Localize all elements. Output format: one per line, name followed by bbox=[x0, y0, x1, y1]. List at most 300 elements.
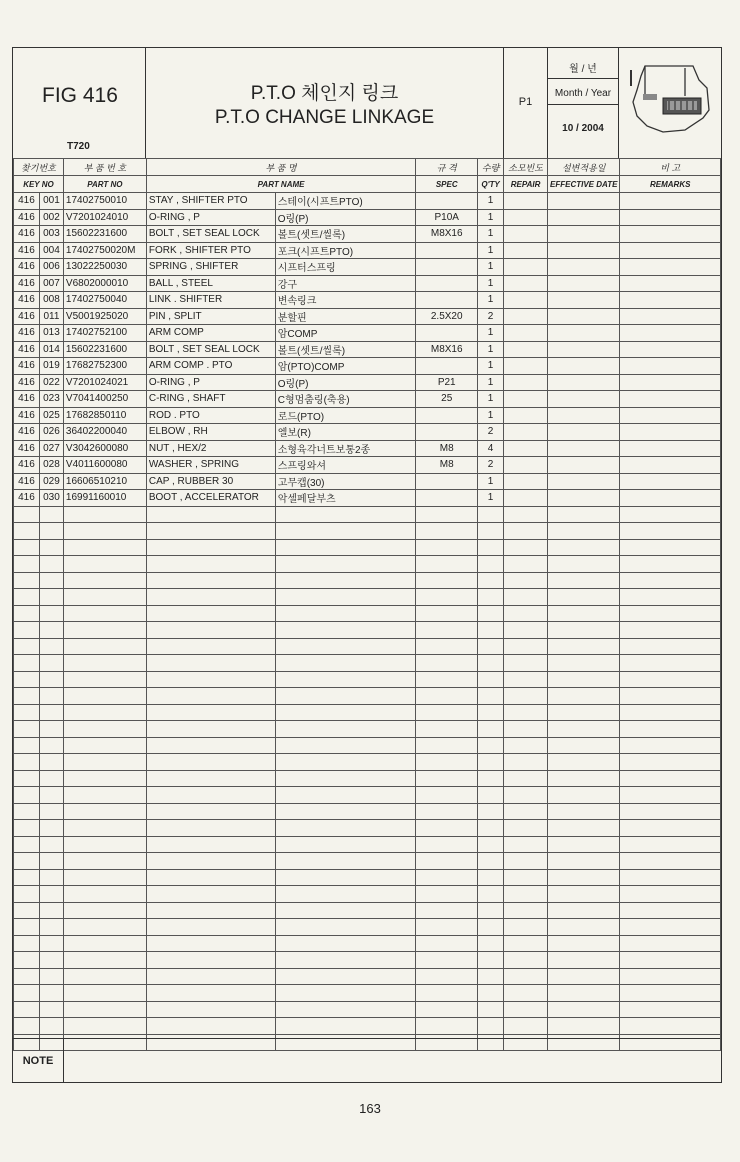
cell-spec bbox=[416, 325, 478, 342]
empty-cell bbox=[478, 1001, 504, 1018]
cell-part-no: 15602231600 bbox=[63, 341, 146, 358]
empty-cell bbox=[39, 506, 63, 523]
empty-cell bbox=[146, 556, 275, 573]
empty-cell bbox=[620, 622, 721, 639]
cell-name-ko: 로드(PTO) bbox=[275, 407, 416, 424]
cell-part-no: 17682752300 bbox=[63, 358, 146, 375]
empty-cell bbox=[14, 886, 40, 903]
cell-spec bbox=[416, 407, 478, 424]
empty-cell bbox=[504, 671, 548, 688]
empty-row bbox=[14, 737, 721, 754]
cell-fig: 416 bbox=[14, 259, 40, 276]
empty-cell bbox=[478, 787, 504, 804]
title-cell bbox=[146, 48, 504, 158]
empty-cell bbox=[275, 754, 416, 771]
empty-cell bbox=[416, 952, 478, 969]
empty-cell bbox=[416, 688, 478, 705]
empty-cell bbox=[63, 952, 146, 969]
cell-fig: 416 bbox=[14, 341, 40, 358]
empty-cell bbox=[620, 325, 721, 342]
empty-cell bbox=[548, 572, 620, 589]
cell-fig: 416 bbox=[14, 424, 40, 441]
empty-cell bbox=[504, 572, 548, 589]
empty-cell bbox=[146, 754, 275, 771]
empty-cell bbox=[146, 704, 275, 721]
empty-cell bbox=[548, 655, 620, 672]
empty-cell bbox=[39, 754, 63, 771]
table-row bbox=[14, 308, 721, 325]
cell-key: 023 bbox=[39, 391, 63, 408]
empty-cell bbox=[63, 935, 146, 952]
cell-name-ko: O링(P) bbox=[275, 209, 416, 226]
empty-cell bbox=[478, 820, 504, 837]
empty-cell bbox=[146, 869, 275, 886]
table-row bbox=[14, 424, 721, 441]
empty-cell bbox=[275, 556, 416, 573]
note-row bbox=[13, 1038, 720, 1083]
empty-row bbox=[14, 605, 721, 622]
empty-cell bbox=[548, 935, 620, 952]
cell-qty: 1 bbox=[478, 374, 504, 391]
empty-cell bbox=[620, 374, 721, 391]
cell-part-no: 13022250030 bbox=[63, 259, 146, 276]
empty-cell bbox=[548, 242, 620, 259]
cell-part-no: 17402750020M bbox=[63, 242, 146, 259]
empty-cell bbox=[504, 391, 548, 408]
col-qty-ko: 수량 bbox=[478, 159, 504, 176]
cell-fig: 416 bbox=[14, 358, 40, 375]
table-row bbox=[14, 374, 721, 391]
cell-name-en: BOOT , ACCELERATOR bbox=[146, 490, 275, 507]
empty-cell bbox=[548, 836, 620, 853]
empty-cell bbox=[14, 638, 40, 655]
cell-qty: 1 bbox=[478, 391, 504, 408]
empty-cell bbox=[504, 787, 548, 804]
empty-cell bbox=[63, 886, 146, 903]
empty-cell bbox=[63, 1018, 146, 1035]
empty-cell bbox=[146, 605, 275, 622]
empty-cell bbox=[620, 589, 721, 606]
empty-row bbox=[14, 820, 721, 837]
empty-cell bbox=[478, 853, 504, 870]
empty-cell bbox=[39, 638, 63, 655]
empty-cell bbox=[478, 1018, 504, 1035]
empty-cell bbox=[14, 968, 40, 985]
empty-cell bbox=[63, 638, 146, 655]
col-repair-ko: 소모빈도 bbox=[504, 159, 548, 176]
cell-key: 026 bbox=[39, 424, 63, 441]
empty-cell bbox=[416, 985, 478, 1002]
empty-cell bbox=[620, 671, 721, 688]
empty-cell bbox=[39, 655, 63, 672]
col-key-ko: 찾기번호 bbox=[14, 159, 64, 176]
cell-key: 007 bbox=[39, 275, 63, 292]
cell-qty: 4 bbox=[478, 440, 504, 457]
empty-cell bbox=[620, 605, 721, 622]
empty-cell bbox=[275, 655, 416, 672]
empty-cell bbox=[504, 292, 548, 309]
empty-cell bbox=[548, 952, 620, 969]
table-row bbox=[14, 226, 721, 243]
parts-table bbox=[13, 158, 721, 1051]
empty-cell bbox=[620, 853, 721, 870]
empty-cell bbox=[275, 770, 416, 787]
empty-cell bbox=[14, 853, 40, 870]
empty-cell bbox=[548, 919, 620, 936]
empty-row bbox=[14, 836, 721, 853]
cell-part-no: 17402750040 bbox=[63, 292, 146, 309]
empty-cell bbox=[14, 902, 40, 919]
empty-cell bbox=[620, 209, 721, 226]
empty-cell bbox=[14, 721, 40, 738]
cell-name-ko: O링(P) bbox=[275, 374, 416, 391]
empty-cell bbox=[548, 968, 620, 985]
table-row bbox=[14, 209, 721, 226]
empty-cell bbox=[14, 1001, 40, 1018]
empty-cell bbox=[504, 968, 548, 985]
empty-cell bbox=[146, 836, 275, 853]
cell-name-en: PIN , SPLIT bbox=[146, 308, 275, 325]
cell-fig: 416 bbox=[14, 193, 40, 210]
empty-cell bbox=[478, 919, 504, 936]
cell-name-en: CAP , RUBBER 30 bbox=[146, 473, 275, 490]
empty-cell bbox=[548, 754, 620, 771]
empty-cell bbox=[620, 490, 721, 507]
cell-spec bbox=[416, 358, 478, 375]
empty-cell bbox=[275, 935, 416, 952]
empty-cell bbox=[416, 902, 478, 919]
empty-cell bbox=[548, 902, 620, 919]
cell-qty: 2 bbox=[478, 457, 504, 474]
empty-cell bbox=[548, 209, 620, 226]
empty-cell bbox=[504, 853, 548, 870]
empty-cell bbox=[504, 605, 548, 622]
cell-qty: 1 bbox=[478, 490, 504, 507]
col-repair: REPAIR bbox=[504, 176, 548, 193]
empty-cell bbox=[146, 902, 275, 919]
cell-spec: 25 bbox=[416, 391, 478, 408]
empty-cell bbox=[504, 226, 548, 243]
empty-cell bbox=[504, 803, 548, 820]
empty-cell bbox=[146, 853, 275, 870]
empty-cell bbox=[39, 622, 63, 639]
cell-name-ko: C형멈춤링(축용) bbox=[275, 391, 416, 408]
empty-cell bbox=[548, 803, 620, 820]
empty-cell bbox=[548, 490, 620, 507]
cell-spec: M8 bbox=[416, 440, 478, 457]
cell-fig: 416 bbox=[14, 226, 40, 243]
month-year-label: Month / Year bbox=[554, 88, 612, 99]
empty-cell bbox=[146, 589, 275, 606]
empty-cell bbox=[146, 935, 275, 952]
empty-cell bbox=[416, 589, 478, 606]
empty-cell bbox=[504, 770, 548, 787]
empty-cell bbox=[146, 919, 275, 936]
empty-cell bbox=[275, 638, 416, 655]
col-effective-date: EFFECTIVE DATE bbox=[548, 176, 620, 193]
empty-cell bbox=[63, 506, 146, 523]
table-row bbox=[14, 292, 721, 309]
empty-cell bbox=[63, 1001, 146, 1018]
empty-cell bbox=[146, 985, 275, 1002]
cell-name-ko: 소형육각너트보통2종 bbox=[275, 440, 416, 457]
empty-cell bbox=[275, 886, 416, 903]
table-row bbox=[14, 242, 721, 259]
empty-cell bbox=[548, 770, 620, 787]
empty-cell bbox=[14, 820, 40, 837]
cell-name-en: ELBOW , RH bbox=[146, 424, 275, 441]
empty-cell bbox=[620, 787, 721, 804]
empty-cell bbox=[478, 539, 504, 556]
empty-row bbox=[14, 754, 721, 771]
empty-cell bbox=[620, 770, 721, 787]
empty-cell bbox=[146, 770, 275, 787]
cell-part-no: V3042600080 bbox=[63, 440, 146, 457]
empty-cell bbox=[416, 820, 478, 837]
empty-cell bbox=[548, 523, 620, 540]
empty-cell bbox=[146, 671, 275, 688]
empty-cell bbox=[504, 424, 548, 441]
empty-cell bbox=[504, 440, 548, 457]
empty-cell bbox=[620, 193, 721, 210]
cell-part-no: 17402750010 bbox=[63, 193, 146, 210]
empty-cell bbox=[620, 638, 721, 655]
empty-cell bbox=[504, 952, 548, 969]
cell-spec bbox=[416, 473, 478, 490]
empty-cell bbox=[504, 523, 548, 540]
cell-part-no: V7201024021 bbox=[63, 374, 146, 391]
cell-name-ko: 변속링크 bbox=[275, 292, 416, 309]
month-year-korean: 월 / 년 bbox=[569, 64, 597, 75]
empty-cell bbox=[620, 704, 721, 721]
empty-cell bbox=[620, 721, 721, 738]
empty-cell bbox=[416, 836, 478, 853]
empty-cell bbox=[63, 919, 146, 936]
empty-cell bbox=[416, 770, 478, 787]
empty-cell bbox=[504, 259, 548, 276]
empty-cell bbox=[548, 688, 620, 705]
empty-row bbox=[14, 935, 721, 952]
empty-cell bbox=[504, 556, 548, 573]
empty-cell bbox=[548, 985, 620, 1002]
cell-name-ko: 시프터스프링 bbox=[275, 259, 416, 276]
empty-cell bbox=[275, 671, 416, 688]
empty-cell bbox=[14, 622, 40, 639]
empty-cell bbox=[548, 1001, 620, 1018]
empty-cell bbox=[504, 655, 548, 672]
empty-cell bbox=[14, 836, 40, 853]
empty-cell bbox=[39, 737, 63, 754]
empty-cell bbox=[416, 968, 478, 985]
empty-cell bbox=[504, 919, 548, 936]
empty-cell bbox=[416, 1001, 478, 1018]
empty-cell bbox=[620, 523, 721, 540]
empty-cell bbox=[504, 473, 548, 490]
cell-qty: 1 bbox=[478, 407, 504, 424]
empty-cell bbox=[275, 622, 416, 639]
cell-spec: M8X16 bbox=[416, 341, 478, 358]
tractor-cell bbox=[619, 48, 720, 158]
empty-cell bbox=[478, 655, 504, 672]
empty-cell bbox=[275, 1001, 416, 1018]
table-row bbox=[14, 407, 721, 424]
cell-part-no: V4011600080 bbox=[63, 457, 146, 474]
empty-cell bbox=[14, 754, 40, 771]
empty-row bbox=[14, 589, 721, 606]
empty-cell bbox=[39, 853, 63, 870]
cell-key: 002 bbox=[39, 209, 63, 226]
empty-row bbox=[14, 622, 721, 639]
empty-cell bbox=[275, 721, 416, 738]
cell-qty: 1 bbox=[478, 242, 504, 259]
empty-cell bbox=[478, 704, 504, 721]
empty-cell bbox=[416, 754, 478, 771]
empty-cell bbox=[620, 506, 721, 523]
table-row bbox=[14, 440, 721, 457]
empty-row bbox=[14, 770, 721, 787]
cell-qty: 1 bbox=[478, 275, 504, 292]
empty-cell bbox=[146, 572, 275, 589]
cell-qty: 1 bbox=[478, 325, 504, 342]
cell-spec bbox=[416, 292, 478, 309]
cell-spec bbox=[416, 193, 478, 210]
empty-cell bbox=[275, 539, 416, 556]
empty-cell bbox=[416, 935, 478, 952]
cell-name-ko: 볼트(셋트/씰록) bbox=[275, 341, 416, 358]
empty-cell bbox=[416, 919, 478, 936]
empty-cell bbox=[620, 242, 721, 259]
empty-cell bbox=[416, 622, 478, 639]
empty-cell bbox=[478, 952, 504, 969]
empty-cell bbox=[548, 457, 620, 474]
empty-cell bbox=[478, 985, 504, 1002]
column-header-korean bbox=[14, 159, 721, 176]
empty-cell bbox=[275, 737, 416, 754]
empty-cell bbox=[63, 902, 146, 919]
empty-cell bbox=[146, 737, 275, 754]
fig-number: FIG 416 bbox=[42, 84, 118, 107]
cell-spec: M8X16 bbox=[416, 226, 478, 243]
cell-qty: 1 bbox=[478, 226, 504, 243]
empty-cell bbox=[416, 704, 478, 721]
empty-cell bbox=[478, 523, 504, 540]
cell-spec bbox=[416, 259, 478, 276]
cell-part-no: V7201024010 bbox=[63, 209, 146, 226]
empty-cell bbox=[548, 721, 620, 738]
empty-cell bbox=[416, 869, 478, 886]
empty-cell bbox=[548, 325, 620, 342]
empty-cell bbox=[416, 1018, 478, 1035]
cell-name-en: O-RING , P bbox=[146, 209, 275, 226]
empty-cell bbox=[39, 671, 63, 688]
empty-row bbox=[14, 506, 721, 523]
empty-cell bbox=[504, 457, 548, 474]
empty-cell bbox=[504, 341, 548, 358]
cell-qty: 2 bbox=[478, 308, 504, 325]
col-remarks-ko: 비 고 bbox=[620, 159, 721, 176]
cell-spec: P10A bbox=[416, 209, 478, 226]
empty-cell bbox=[39, 869, 63, 886]
cell-part-no: 15602231600 bbox=[63, 226, 146, 243]
col-spec-ko: 규 격 bbox=[416, 159, 478, 176]
empty-cell bbox=[63, 605, 146, 622]
empty-cell bbox=[548, 638, 620, 655]
cell-name-en: LINK . SHIFTER bbox=[146, 292, 275, 309]
cell-part-no: V7041400250 bbox=[63, 391, 146, 408]
cell-name-ko: 포크(시프트PTO) bbox=[275, 242, 416, 259]
cell-part-no: 16606510210 bbox=[63, 473, 146, 490]
table-row bbox=[14, 391, 721, 408]
empty-cell bbox=[63, 556, 146, 573]
empty-cell bbox=[275, 803, 416, 820]
empty-cell bbox=[620, 341, 721, 358]
empty-cell bbox=[620, 902, 721, 919]
cell-name-ko: 고무캡(30) bbox=[275, 473, 416, 490]
cell-name-en: ARM COMP . PTO bbox=[146, 358, 275, 375]
cell-key: 029 bbox=[39, 473, 63, 490]
col-key-no: KEY NO bbox=[14, 176, 64, 193]
cell-name-ko: 암COMP bbox=[275, 325, 416, 342]
empty-cell bbox=[620, 440, 721, 457]
empty-cell bbox=[548, 589, 620, 606]
empty-row bbox=[14, 1001, 721, 1018]
empty-cell bbox=[504, 754, 548, 771]
empty-row bbox=[14, 952, 721, 969]
empty-cell bbox=[548, 853, 620, 870]
empty-cell bbox=[39, 836, 63, 853]
empty-cell bbox=[275, 853, 416, 870]
cell-part-no: V5001925020 bbox=[63, 308, 146, 325]
col-effective-date-ko: 설변적용일 bbox=[548, 159, 620, 176]
sheet-header bbox=[13, 48, 720, 159]
table-row bbox=[14, 473, 721, 490]
empty-cell bbox=[63, 704, 146, 721]
empty-cell bbox=[146, 1018, 275, 1035]
cell-name-ko: 분할핀 bbox=[275, 308, 416, 325]
empty-cell bbox=[39, 1018, 63, 1035]
empty-row bbox=[14, 803, 721, 820]
empty-cell bbox=[14, 605, 40, 622]
empty-cell bbox=[14, 1018, 40, 1035]
empty-cell bbox=[478, 572, 504, 589]
empty-cell bbox=[146, 787, 275, 804]
empty-row bbox=[14, 572, 721, 589]
empty-cell bbox=[39, 886, 63, 903]
empty-cell bbox=[504, 902, 548, 919]
cell-name-en: NUT , HEX/2 bbox=[146, 440, 275, 457]
cell-spec: 2.5X20 bbox=[416, 308, 478, 325]
empty-row bbox=[14, 671, 721, 688]
empty-cell bbox=[39, 968, 63, 985]
cell-fig: 416 bbox=[14, 209, 40, 226]
empty-cell bbox=[548, 440, 620, 457]
cell-qty: 1 bbox=[478, 259, 504, 276]
empty-row bbox=[14, 721, 721, 738]
empty-cell bbox=[620, 226, 721, 243]
cell-key: 011 bbox=[39, 308, 63, 325]
cell-name-ko: 스테이(시프트PTO) bbox=[275, 193, 416, 210]
empty-row bbox=[14, 688, 721, 705]
empty-cell bbox=[548, 259, 620, 276]
cell-fig: 416 bbox=[14, 457, 40, 474]
empty-cell bbox=[416, 523, 478, 540]
empty-cell bbox=[548, 275, 620, 292]
cell-part-no: 36402200040 bbox=[63, 424, 146, 441]
empty-cell bbox=[39, 803, 63, 820]
empty-cell bbox=[504, 886, 548, 903]
empty-cell bbox=[416, 638, 478, 655]
empty-cell bbox=[478, 589, 504, 606]
